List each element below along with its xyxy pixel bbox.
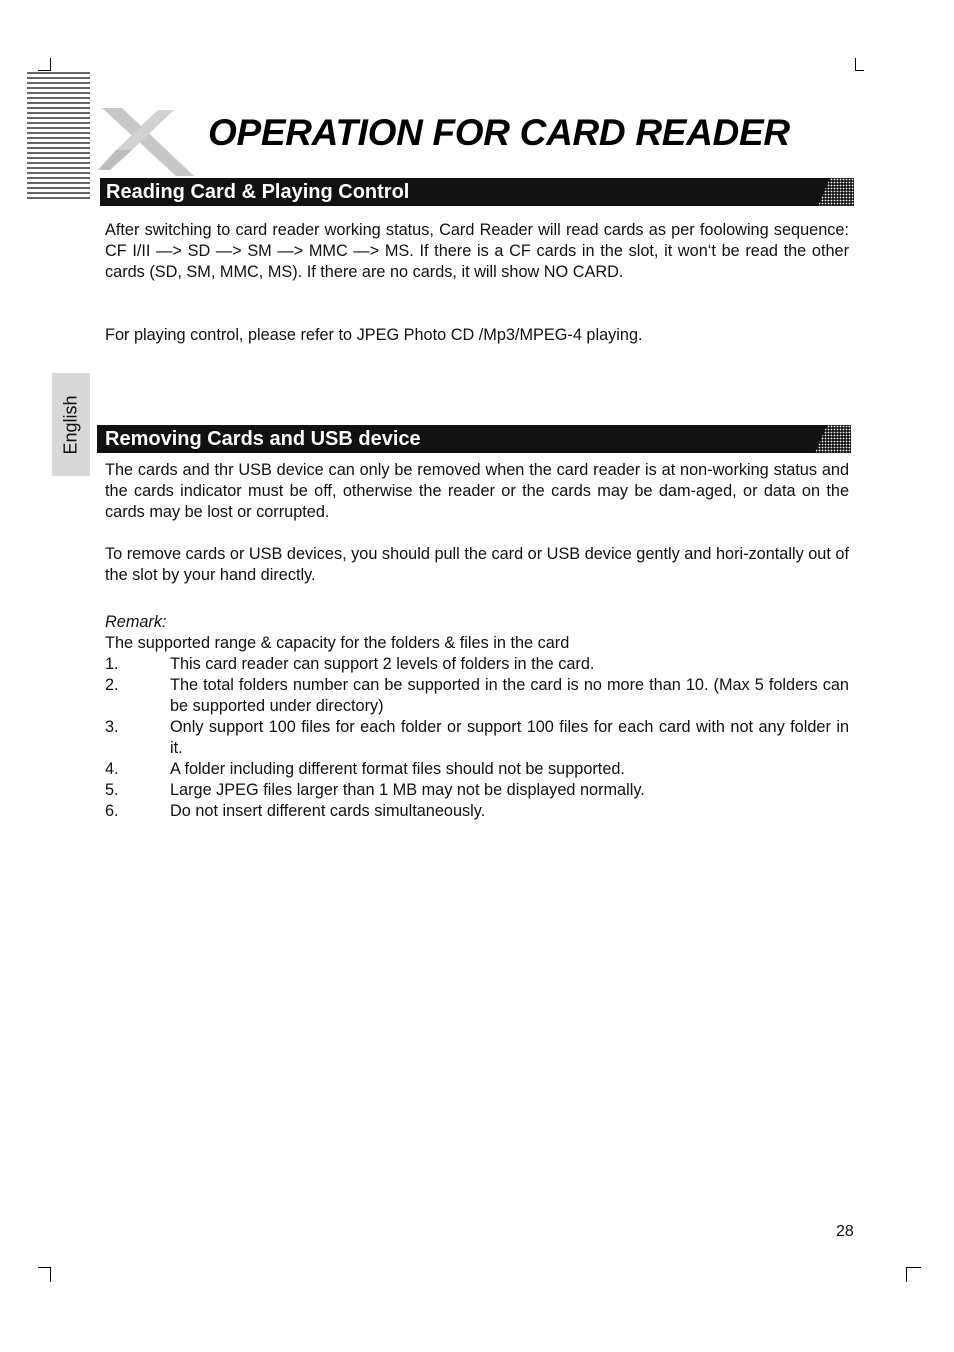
language-tab-label: English [60, 394, 81, 455]
list-item-text: Large JPEG files larger than 1 MB may not be displayed normally. [170, 781, 645, 799]
paragraph: The cards and thr USB device can only be removed when the card reader is at non-working status and the cards indicator must be off, otherwise the reader or the cards may be dam-aged, or data on the cards may be lost or corrupted. [105, 461, 849, 521]
crop-mark-bottom-right [906, 1267, 921, 1282]
paragraph: After switching to card reader working status, Card Reader will read cards as per foolowing sequence: CF I/II —> SD —> SM —> MMC —> MS. If there is a CF cards in the slot, it won‘t be read the other cards (SD, SM, MMC, MS). If there are no cards, it will show NO CARD. [105, 221, 849, 281]
list-item-number: 5. [105, 781, 119, 799]
paragraph: To remove cards or USB devices, you should pull the card or USB device gently and hori-zontally out of the slot by your hand directly. [105, 545, 849, 584]
decorative-stripes [27, 72, 90, 200]
page-number: 28 [836, 1223, 854, 1240]
section-heading: Removing Cards and USB device [105, 428, 421, 450]
list-item-text: Only support 100 files for each folder or support 100 files for each card with not any folder in it. [170, 718, 849, 757]
list-item-text: This card reader can support 2 levels of folders in the card. [170, 655, 595, 673]
list-item-number: 4. [105, 760, 119, 778]
halftone-dots-icon [815, 425, 851, 453]
section-heading-bar [97, 425, 849, 453]
crop-mark-top-left [38, 58, 51, 71]
list-item-number: 2. [105, 676, 119, 694]
list-item [105, 801, 849, 822]
remark-label: Remark: [105, 613, 167, 631]
list-item [105, 759, 849, 780]
list-item [105, 654, 849, 675]
list-item-text: Do not insert different cards simultaneously. [170, 802, 486, 820]
list-item-number: 6. [105, 802, 119, 820]
section-heading: Reading Card & Playing Control [106, 181, 410, 203]
remark-list [105, 654, 849, 822]
list-item-number: 3. [105, 718, 119, 736]
halftone-dots-icon [818, 178, 854, 206]
language-tab [52, 373, 90, 476]
list-item-text: A folder including different format files should not be supported. [170, 760, 625, 778]
list-item [105, 780, 849, 801]
list-item [105, 717, 849, 759]
remark-intro: The supported range & capacity for the folders & files in the card [105, 634, 570, 652]
crop-mark-top-right [855, 58, 864, 71]
list-item [105, 675, 849, 717]
list-item-text: The total folders number can be supported in the card is no more than 10. (Max 5 folders can be supported under directory) [170, 676, 849, 715]
brand-x-logo-icon [96, 104, 196, 180]
page-title: OPERATION FOR CARD READER [208, 112, 790, 153]
crop-mark-bottom-left [38, 1267, 51, 1282]
paragraph: For playing control, please refer to JPEG Photo CD /Mp3/MPEG-4 playing. [105, 326, 643, 344]
list-item-number: 1. [105, 655, 119, 673]
section-heading-bar [100, 178, 852, 206]
